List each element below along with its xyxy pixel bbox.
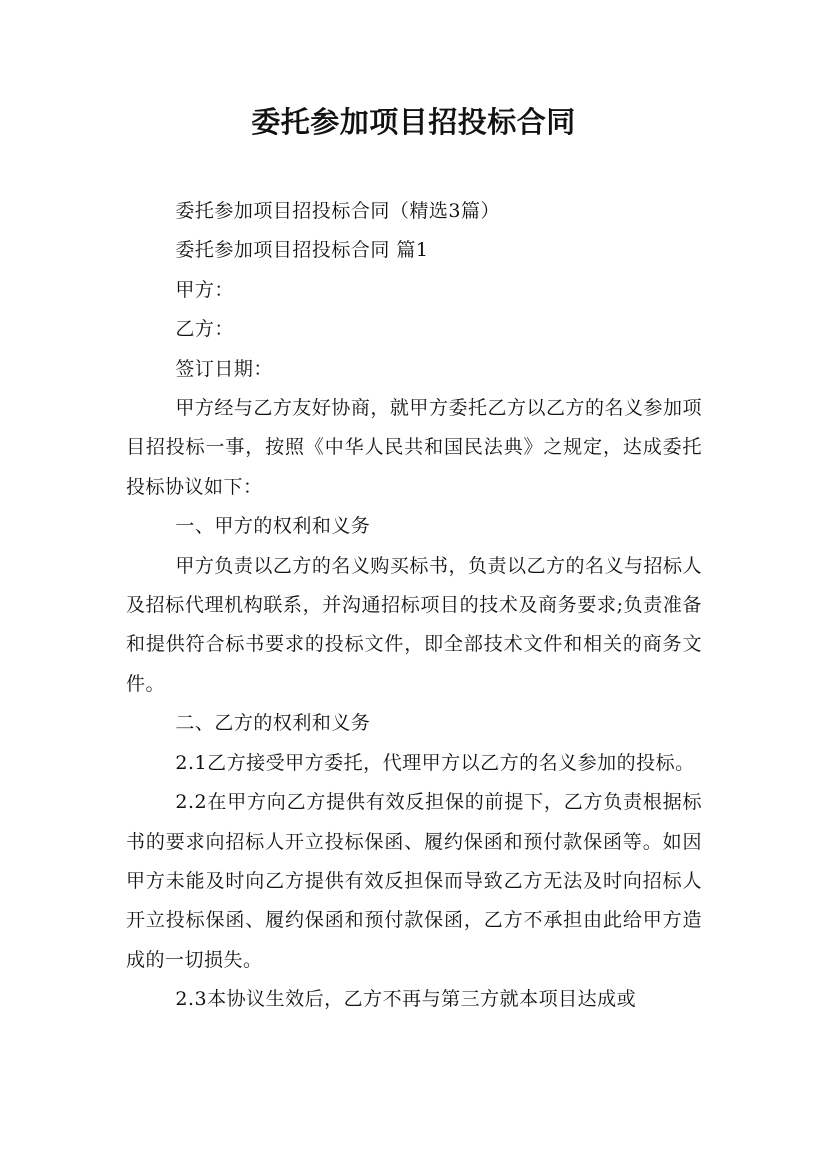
clause-2-2: 2.2在甲方向乙方提供有效反担保的前提下，乙方负责根据标书的要求向招标人开立投标保函、履约保函和预付款保函等。如因甲方未能及时向乙方提供有效反担保而导致乙方无法及时向招标人开立投标保函、履约保函和预付款保函，乙方不承担由此给甲方造成的一切损失。 [126, 791, 702, 971]
paragraph-section-heading: 委托参加项目招投标合同 篇1 [175, 239, 429, 262]
clause-heading-2: 二、乙方的权利和义务 [175, 712, 371, 735]
document-title: 委托参加项目招投标合同 [251, 105, 576, 139]
party-b-field: 乙方： [175, 318, 234, 341]
clause-text-1: 甲方负责以乙方的名义购买标书，负责以乙方的名义与招标人及招标代理机构联系，并沟通招标项目的技术及商务要求;负责准备和提供符合标书要求的投标文件，即全部技术文件和相关的商务文件。 [126, 554, 702, 695]
signing-date-field: 签订日期： [175, 357, 273, 380]
clause-heading-1: 一、甲方的权利和义务 [175, 515, 371, 538]
clause-2-3: 2.3本协议生效后，乙方不再与第三方就本项目达成或 [175, 988, 637, 1011]
party-a-field: 甲方： [175, 278, 234, 301]
clause-2-1: 2.1乙方接受甲方委托，代理甲方以乙方的名义参加的投标。 [175, 751, 695, 774]
document-body [126, 192, 702, 1020]
paragraph-preamble: 甲方经与乙方友好协商，就甲方委托乙方以乙方的名义参加项目招投标一事，按照《中华人民共和国民法典》之规定，达成委托投标协议如下： [126, 397, 702, 498]
paragraph-subtitle: 委托参加项目招投标合同（精选3篇） [175, 200, 500, 222]
